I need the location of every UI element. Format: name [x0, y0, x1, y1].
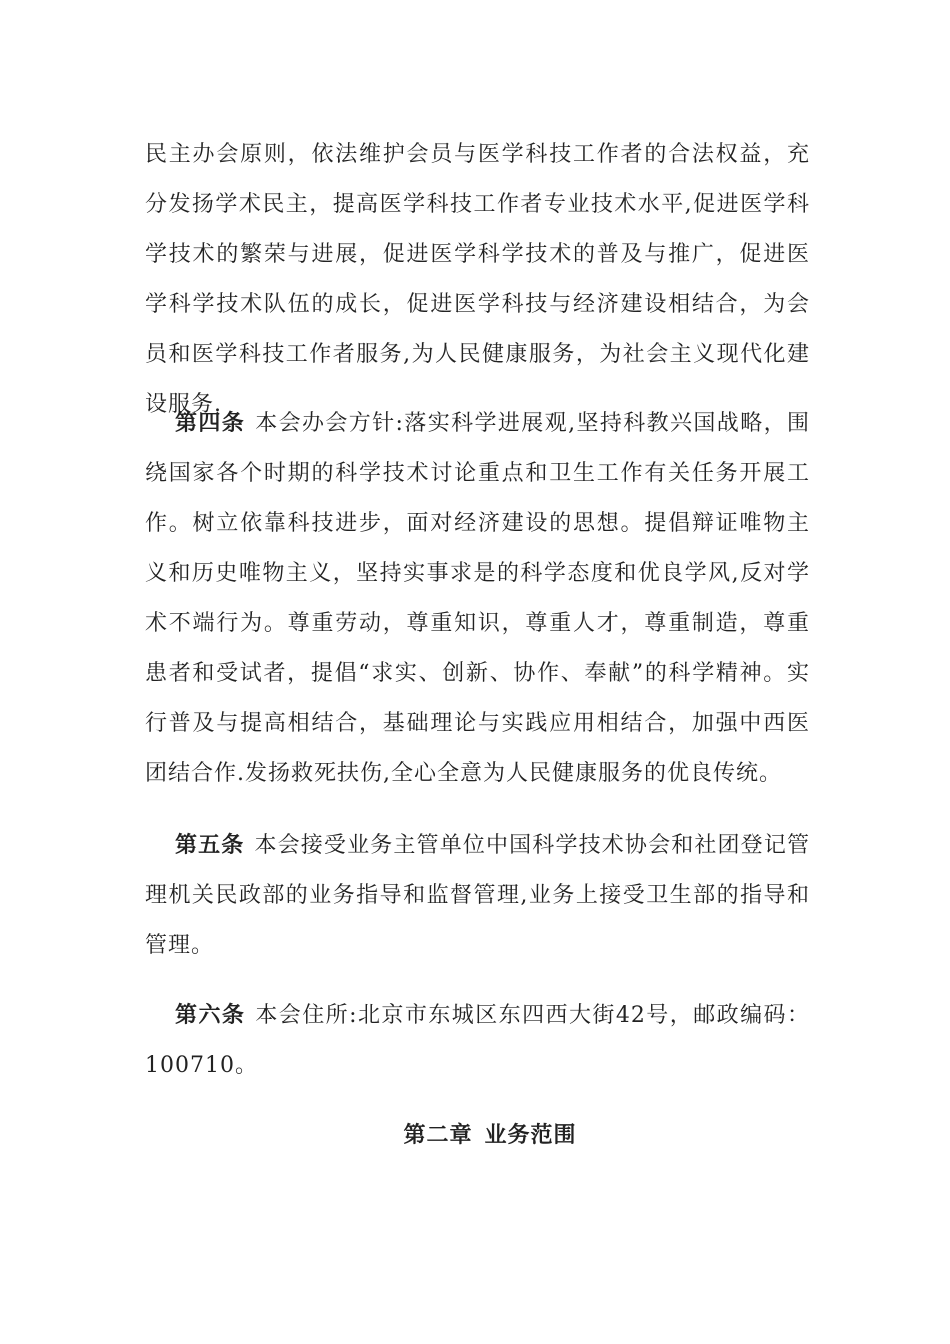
chapter-title: 业务范围	[484, 1122, 577, 1148]
article-5	[145, 820, 810, 971]
article-text: 本会办会方针:落实科学进展观,坚持科教兴国战略，围绕国家各个时期的科学技术讨论重点和卫生工作有关任务开展工作。树立依靠科技进步，面对经济建设的思想。提倡辩证唯物主义和历史唯物主义，坚持实事求是的科学态度和优良学风,反对学术不端行为。尊重劳动，尊重知识，尊重人才，尊重制造，尊重患者和受试者，提倡“求实、创新、协作、奉献”的科学精神。实行普及与提高相结合，基础理论与实践应用相结合，加强中西医团结合作.发扬救死扶伤,全心全意为人民健康服务的优良传统。	[145, 411, 810, 786]
chapter-number: 第二章	[403, 1122, 473, 1148]
article-label: 第四条	[175, 410, 246, 436]
article-label: 第六条	[175, 1002, 246, 1028]
paragraph-text: 民主办会原则，依法维护会员与医学科技工作者的合法权益，充分发扬学术民主，提高医学科技工作者专业技术水平,促进医学科学技术的繁荣与进展，促进医学科学技术的普及与推广，促进医学科学技术队伍的成长，促进医学科技与经济建设相结合，为会员和医学科技工作者服务,为人民健康服务，为社会主义现代化建设服务.	[145, 142, 810, 417]
article-text: 本会接受业务主管单位中国科学技术协会和社团登记管理机关民政部的业务指导和监督管理,业务上接受卫生部的指导和管理。	[145, 833, 810, 958]
paragraph-continuation	[145, 130, 810, 430]
article-label: 第五条	[175, 832, 245, 858]
chapter-heading	[0, 1118, 950, 1149]
article-text: 本会住所:北京市东城区东四西大街42号，邮政编码：100710。	[145, 1003, 810, 1078]
article-6	[145, 990, 810, 1091]
article-4	[145, 398, 810, 799]
